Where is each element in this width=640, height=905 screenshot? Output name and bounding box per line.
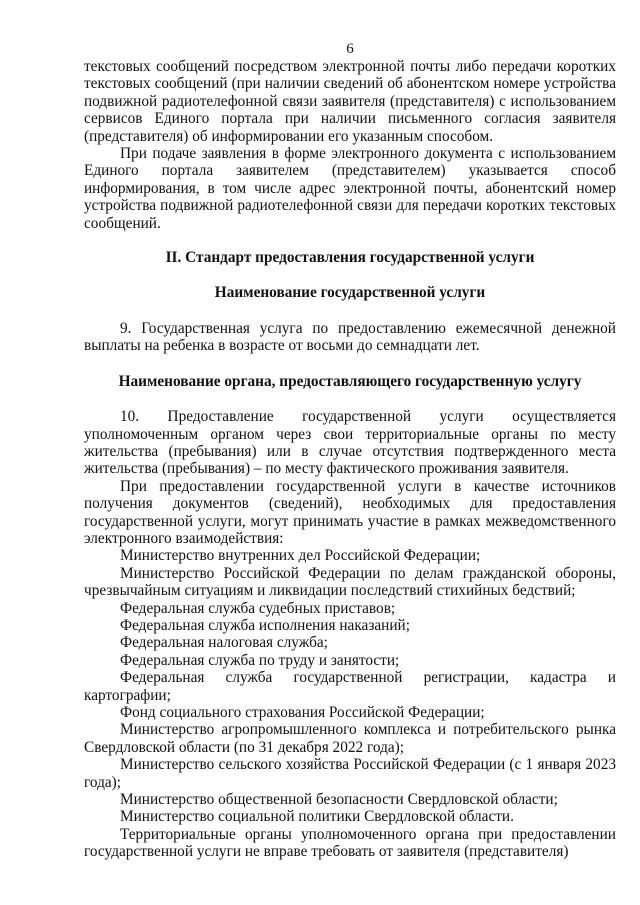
paragraph-continuation: текстовых сообщений посредством электронной почты либо передачи коротких текстовых сообщений (при наличии сведений об абонентском номере устройства подвижной радиотелефонной связи заявителя (представителя) с использованием сервисов Единого портала при наличии письменного согласия заявителя (представителя) об информировании его указанным способом.	[84, 58, 616, 145]
subsection-title-service-name: Наименование государственной услуги	[214, 284, 486, 302]
paragraph-item-9: 9. Государственная услуга по предоставлению ежемесячной денежной выплаты на ребенка в возрасте от восьми до семнадцати лет.	[84, 319, 616, 355]
paragraph-territorial-note: Территориальные органы уполномоченного органа при предоставлении государственной услуги не вправе требовать от заявителя (представителя)	[84, 825, 616, 861]
paragraph-electronic-submission: При подаче заявления в форме электронного документа с использованием Единого портала заявителем (представителем) указывается способ информирования, в том числе адрес электронной почты, абонентский номер устройства подвижной радиотелефонной связи для передачи коротких текстовых сообщений.	[84, 145, 616, 232]
list-item-agency: Министерство внутренних дел Российской Федерации;	[120, 547, 481, 565]
paragraph-participation-intro: При предоставлении государственной услуги в качестве источников получения документов (сведений), необходимых для предоставления государственной услуги, могут принимать участие в рамках межведомственного электронного взаимодействия:	[84, 477, 616, 547]
list-item-agency: Министерство общественной безопасности Свердловской области;	[120, 791, 558, 809]
list-item-agency: Федеральная служба исполнения наказаний;	[120, 616, 410, 634]
paragraph-item-10: 10. Предоставление государственной услуги осуществляется уполномоченным органом через свои территориальные органы по месту жительства (пребывания) или в случае отсутствия подтвержденного места жительства (пребывания) – по месту фактического проживания заявителя.	[84, 408, 616, 478]
list-item-agency: Министерство социальной политики Свердловской области.	[120, 808, 514, 826]
page-number: 6	[346, 41, 354, 57]
list-item-agency: Фонд социального страхования Российской Федерации;	[120, 704, 485, 721]
list-item-agency: Федеральная служба судебных приставов;	[120, 599, 396, 617]
list-item-agency: Министерство сельского хозяйства Российской Федерации (с 1 января 2023 года);	[84, 756, 616, 791]
list-item-agency: Министерство агропромышленного комплекса и потребительского рынка Свердловской области (по 31 декабря 2022 года);	[84, 721, 616, 756]
list-item-agency: Федеральная налоговая служба;	[120, 634, 328, 652]
document-body	[84, 58, 616, 861]
subsection-title-providing-body: Наименование органа, предоставляющего государственную услугу	[118, 372, 582, 390]
section-title: II. Стандарт предоставления государственной услуги	[165, 249, 535, 267]
list-item-agency: Федеральная служба государственной регистрации, кадастра и картографии;	[84, 669, 616, 704]
list-item-agency: Министерство Российской Федерации по делам гражданской обороны, чрезвычайным ситуациям и ликвидации последствий стихийных бедствий;	[84, 564, 616, 600]
list-item-agency: Федеральная служба по труду и занятости;	[120, 651, 400, 669]
